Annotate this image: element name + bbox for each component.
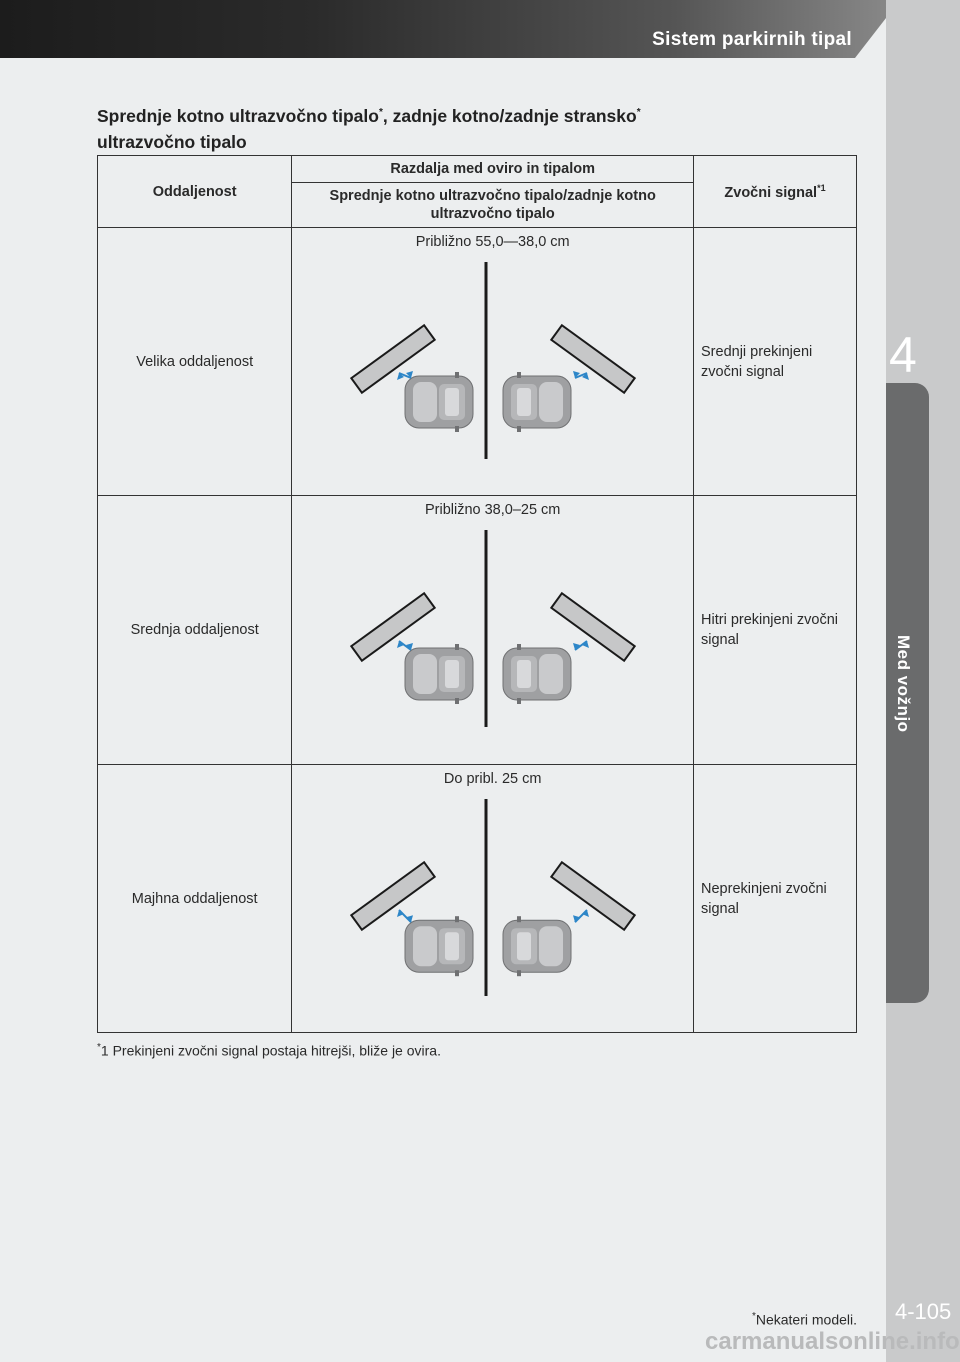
models-note-text: Nekateri modeli. — [755, 1311, 857, 1328]
section-title-part3: ultrazvočno tipalo — [97, 131, 247, 152]
obstacle-left — [351, 862, 434, 929]
section-title-part2: , zadnje kotno/zadnje stransko — [382, 105, 637, 126]
page-header-title: Sistem parkirnih tipal — [652, 29, 852, 50]
row-distance: Srednja oddaljenost — [98, 496, 292, 765]
table-row — [98, 765, 857, 1033]
car-icon — [405, 916, 473, 976]
footnote-text: 1 Prekinjeni zvočni signal postaja hitrejši, bliže je ovira. — [100, 1042, 441, 1059]
header-sound-label: Zvočni signal — [724, 184, 818, 201]
sensor-diagram-far — [292, 252, 693, 467]
car-icon — [405, 372, 473, 432]
obstacle-right — [551, 862, 634, 929]
row-diagram — [292, 496, 694, 765]
section-title — [97, 100, 817, 155]
header-sound-sup: *1 — [817, 182, 826, 193]
watermark: carmanualsonline.info — [705, 1328, 960, 1355]
row-sound: Neprekinjeni zvočni signal — [694, 765, 857, 1033]
footnote — [97, 1042, 441, 1059]
header-sound — [694, 156, 857, 228]
row-distance: Majhna oddaljenost — [98, 765, 292, 1033]
row-range: Približno 38,0–25 cm — [424, 502, 561, 518]
section-title-sup2: * — [636, 107, 641, 118]
footnote-sup: * — [97, 1042, 101, 1053]
models-note-sup: * — [751, 1311, 756, 1322]
section-title-sup1: * — [378, 107, 383, 118]
header-distance: Oddaljenost — [98, 156, 292, 228]
models-note — [752, 1311, 857, 1328]
chapter-number: 4 — [889, 327, 917, 383]
car-icon — [503, 916, 571, 976]
row-diagram — [292, 228, 694, 496]
car-icon — [503, 644, 571, 704]
section-title-part1: Sprednje kotno ultrazvočno tipalo — [97, 105, 379, 126]
table-row — [98, 496, 857, 765]
row-distance: Velika oddaljenost — [98, 228, 292, 496]
header-range-group: Razdalja med oviro in tipalom — [292, 156, 694, 183]
table-row — [98, 228, 857, 496]
header-range-sub: Sprednje kotno ultrazvočno tipalo/zadnje kotno ultrazvočno tipalo — [292, 183, 694, 228]
row-range: Približno 55,0—38,0 cm — [415, 234, 570, 250]
chapter-name: Med vožnjo — [894, 635, 913, 733]
row-diagram — [292, 765, 694, 1033]
row-sound: Srednji prekinjeni zvočni signal — [694, 228, 857, 496]
row-range: Do pribl. 25 cm — [443, 771, 542, 787]
row-sound: Hitri prekinjeni zvočni signal — [694, 496, 857, 765]
car-icon — [405, 644, 473, 704]
sensor-diagram-medium — [292, 520, 693, 735]
page-number: 4-105 — [895, 1299, 952, 1324]
distance-table — [97, 155, 857, 1033]
sensor-diagram-near — [292, 789, 693, 1004]
car-icon — [503, 372, 571, 432]
